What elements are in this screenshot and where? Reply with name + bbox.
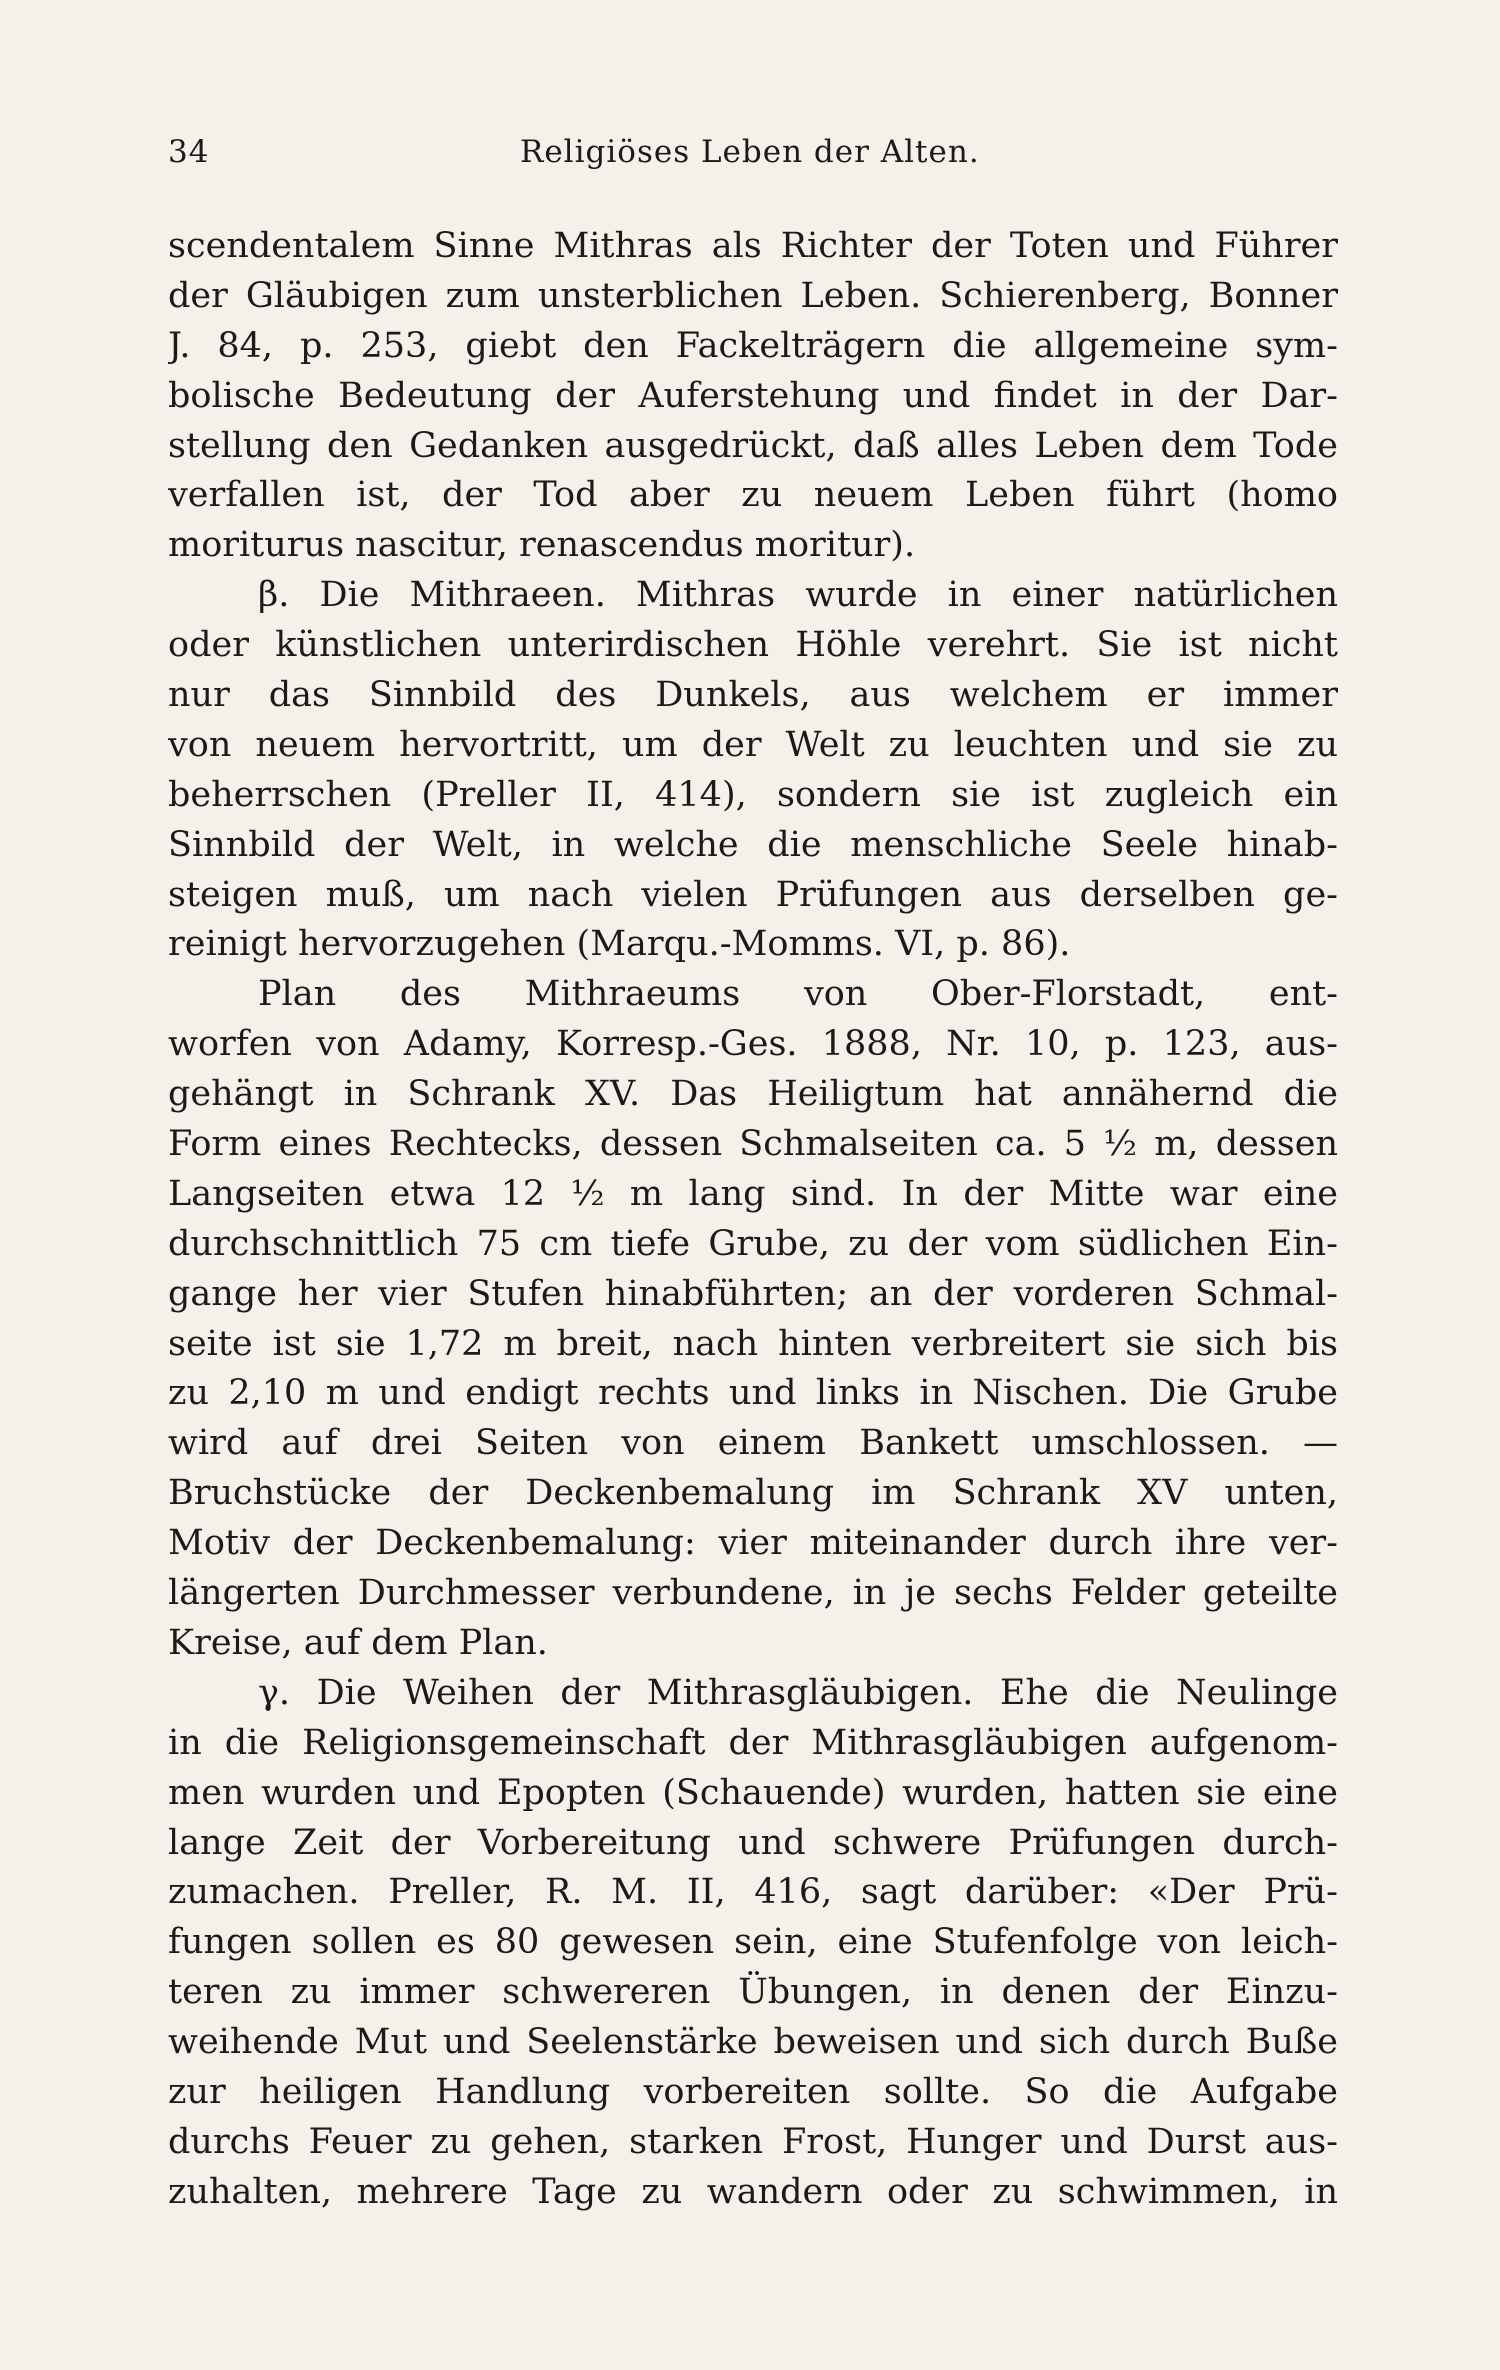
page-number: 34: [168, 134, 210, 170]
text-line: men wurden und Epopten (Schauende) wurden, hatten sie eine: [168, 1772, 1338, 1813]
text-line: teren zu immer schwereren Übungen, in denen der Einzu-: [168, 1972, 1338, 2013]
text-line: zuhalten, mehrere Tage zu wandern oder zu schwimmen, in: [168, 2171, 1338, 2212]
text-line: wird auf drei Seiten von einem Bankett umschlossen. —: [168, 1423, 1338, 1464]
text-line: gehängt in Schrank XV. Das Heiligtum hat annähernd die: [168, 1074, 1338, 1115]
text-line: durchs Feuer zu gehen, starken Frost, Hunger und Durst aus-: [168, 2121, 1338, 2162]
text-line: durchschnittlich 75 cm tiefe Grube, zu der vom südlichen Ein-: [168, 1223, 1338, 1264]
text-line: stellung den Gedanken ausgedrückt, daß alles Leben dem Tode: [168, 425, 1338, 466]
text-line: Langseiten etwa 12 ½ m lang sind. In der Mitte war eine: [168, 1173, 1338, 1214]
section-heading-line: β. Die Mithraeen. Mithras wurde in einer natürlichen: [258, 575, 1338, 616]
text-line: verfallen ist, der Tod aber zu neuem Leben führt (homo: [168, 475, 1338, 516]
text-line: Motiv der Deckenbemalung: vier miteinander durch ihre ver-: [168, 1523, 1338, 1564]
text-line: beherrschen (Preller II, 414), sondern sie ist zugleich ein: [168, 774, 1338, 815]
text-line: oder künstlichen unterirdischen Höhle verehrt. Sie ist nicht: [168, 625, 1338, 666]
page-header: [168, 134, 1338, 174]
section-heading-line: γ. Die Weihen der Mithrasgläubigen. Ehe die Neulinge: [258, 1672, 1338, 1713]
text-line: reinigt hervorzugehen (Marqu.-Momms. VI, p. 86).: [168, 924, 1071, 965]
text-line: seite ist sie 1,72 m breit, nach hinten verbreitert sie sich bis: [168, 1323, 1338, 1364]
text-line: bolische Bedeutung der Auferstehung und findet in der Dar-: [168, 375, 1338, 416]
text-line: zu 2,10 m und endigt rechts und links in Nischen. Die Grube: [168, 1373, 1338, 1414]
text-line: zumachen. Preller, R. M. II, 416, sagt darüber: «Der Prü-: [168, 1872, 1338, 1913]
text-line: der Gläubigen zum unsterblichen Leben. Schierenberg, Bonner: [168, 275, 1338, 316]
text-line: scendentalem Sinne Mithras als Richter der Toten und Führer: [168, 226, 1338, 266]
text-line: weihende Mut und Seelenstärke beweisen und sich durch Buße: [168, 2022, 1338, 2063]
text-line: Plan des Mithraeums von Ober-Florstadt, ent-: [258, 974, 1338, 1015]
text-line: moriturus nascitur, renascendus moritur).: [168, 525, 916, 566]
text-line: fungen sollen es 80 gewesen sein, eine Stufenfolge von leich-: [168, 1922, 1338, 1963]
text-line: J. 84, p. 253, giebt den Fackelträgern die allgemeine sym-: [168, 325, 1338, 366]
text-line: lange Zeit der Vorbereitung und schwere Prüfungen durch-: [168, 1822, 1338, 1863]
text-line: Form eines Rechtecks, dessen Schmalseiten ca. 5 ½ m, dessen: [168, 1124, 1338, 1165]
text-line: Kreise, auf dem Plan.: [168, 1622, 548, 1663]
text-line: Sinnbild der Welt, in welche die menschliche Seele hinab-: [168, 824, 1338, 865]
text-line: Bruchstücke der Deckenbemalung im Schrank XV unten,: [168, 1473, 1338, 1514]
running-title: Religiöses Leben der Alten.: [520, 134, 980, 170]
text-line: in die Religionsgemeinschaft der Mithrasgläubigen aufgenom-: [168, 1722, 1338, 1763]
text-line: von neuem hervortritt, um der Welt zu leuchten und sie zu: [168, 724, 1338, 765]
text-line: längerten Durchmesser verbundene, in je sechs Felder geteilte: [168, 1573, 1338, 1614]
text-line: nur das Sinnbild des Dunkels, aus welchem er immer: [168, 675, 1338, 716]
text-line: worfen von Adamy, Korresp.-Ges. 1888, Nr. 10, p. 123, aus-: [168, 1024, 1338, 1065]
body-text: [168, 222, 1338, 2218]
text-line: gange her vier Stufen hinabführten; an der vorderen Schmal-: [168, 1273, 1338, 1314]
text-line: steigen muß, um nach vielen Prüfungen aus derselben ge-: [168, 874, 1338, 915]
text-line: zur heiligen Handlung vorbereiten sollte. So die Aufgabe: [168, 2071, 1338, 2112]
